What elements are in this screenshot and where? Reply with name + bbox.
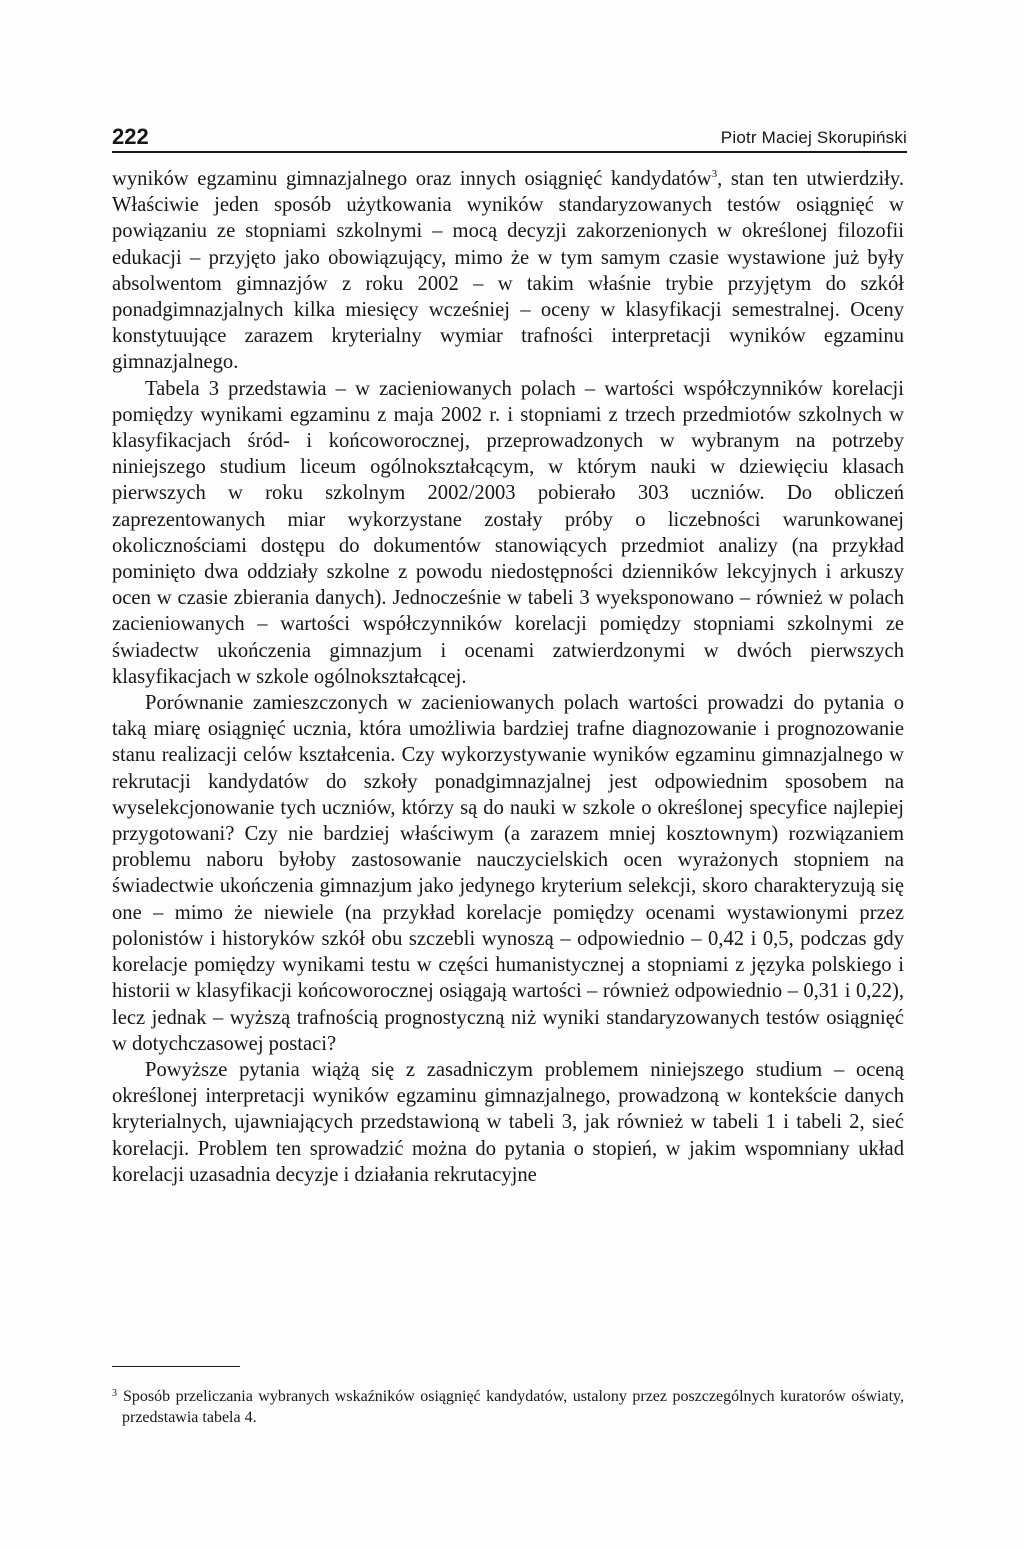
header-rule bbox=[112, 151, 907, 153]
footnote bbox=[112, 1383, 904, 1428]
paragraph-1 bbox=[112, 166, 904, 376]
paragraph-1-text-a: wyników egzaminu gimnazjalnego oraz innych osiągnięć kandydatów bbox=[112, 168, 712, 190]
footnote-marker: 3 bbox=[112, 1388, 117, 1399]
footnote-rule bbox=[112, 1366, 240, 1367]
page-number: 222 bbox=[112, 124, 149, 149]
paragraph-1-text-b: , stan ten utwierdziły. Właściwie jeden sposób użytkowania wyników standaryzowanych testów osiągnięć w powiązaniu ze stopniami szkolnymi – mocą decyzji zakorzenionych w określonej filozofii edukacji – przyjęto jako obowiązujący, mimo że w tym samym czasie wystawione już były absolwentom gimnazjów z roku 2002 – w takim właśnie trybie przyjętym do szkół ponadgimnazjalnych kilka miesięcy wcześniej – oceny w klasyfikacji semestralnej. Oceny konstytuujące zarazem kryterialny wymiar trafności interpretacji wyników egzaminu gimnazjalnego. bbox=[112, 168, 904, 374]
paragraph-2: Tabela 3 przedstawia – w zacieniowanych polach – wartości współczynników korelacji pomiędzy wynikami egzaminu z maja 2002 r. i stopniami z trzech przedmiotów szkolnych w klasyfikacjach śród- i końcoworocznej, przeprowadzonych w wybranym na potrzeby niniejszego studium liceum ogólnokształcącym, w którym nauki w dziewięciu klasach pierwszych w roku szkolnym 2002/2003 pobierało 303 uczniów. Do obliczeń zaprezentowanych miar wykorzystane zostały próby o liczebności warunkowanej okolicznościami dostępu do dokumentów stanowiących przedmiot analizy (na przykład pominięto dwa oddziały szkolne z powodu niedostępności dzienników lekcyjnych i arkuszy ocen w czasie zbierania danych). Jednocześnie w tabeli 3 wyeksponowano – również w polach zacieniowanych – wartości współczynników korelacji pomiędzy stopniami szkolnymi ze świadectw ukończenia gimnazjum i ocenami zatwierdzonymi w dwóch pierwszych klasyfikacjach w szkole ogólnokształcącej. bbox=[112, 377, 904, 688]
footnote-reference: 3 bbox=[711, 168, 718, 181]
footnote-text: Sposób przeliczania wybranych wskaźników osiągnięć kandydatów, ustalony przez poszczególnych kuratorów oświaty, przedstawia tabela 4. bbox=[122, 1388, 904, 1426]
body-text bbox=[112, 166, 904, 1188]
paragraph-4: Powyższe pytania wiążą się z zasadniczym problemem niniejszego studium – oceną określonej interpretacji wyników egzaminu gimnazjalnego, prowadzoną w kontekście danych kryterialnych, ujawniających przedstawioną w tabeli 3, jak również w tabeli 1 i tabeli 2, sieć korelacji. Problem ten sprowadzić można do pytania o stopień, w jakim wspomniany układ korelacji uzasadnia decyzje i działania rekrutacyjne bbox=[112, 1058, 904, 1186]
paragraph-3: Porównanie zamieszczonych w zacieniowanych polach wartości prowadzi do pytania o taką miarę osiągnięć ucznia, która umożliwia bardziej trafne diagnozowanie i prognozowanie stanu realizacji celów kształcenia. Czy wykorzystywanie wyników egzaminu gimnazjalnego w rekrutacji kandydatów do szkoły ponadgimnazjalnej jest odpowiednim sposobem na wyselekcjonowanie tych uczniów, którzy są do nauki w szkole o określonej specyfice najlepiej przygotowani? Czy nie bardziej właściwym (a zarazem mniej kosztownym) rozwiązaniem problemu naboru byłoby zastosowanie nauczycielskich ocen wyrażonych stopniem na świadectwie ukończenia gimnazjum jako jedynego kryterium selekcji, skoro charakteryzują się one – mimo że niewiele (na przykład korelacje pomiędzy ocenami wystawionymi przez polonistów i historyków szkół obu szczebli wynoszą – odpowiednio – 0,42 i 0,5, podczas gdy korelacje pomiędzy wynikami testu w części humanistycznej a stopniami z języka polskiego i historii w klasyfikacji końcoworocznej osiągają wartości – również odpowiednio – 0,31 i 0,22), lecz jednak – wyższą trafnością prognostyczną niż wyniki standaryzowanych testów osiągnięć w dotychczasowej postaci? bbox=[112, 692, 904, 1055]
running-head-author: Piotr Maciej Skorupiński bbox=[720, 128, 907, 147]
